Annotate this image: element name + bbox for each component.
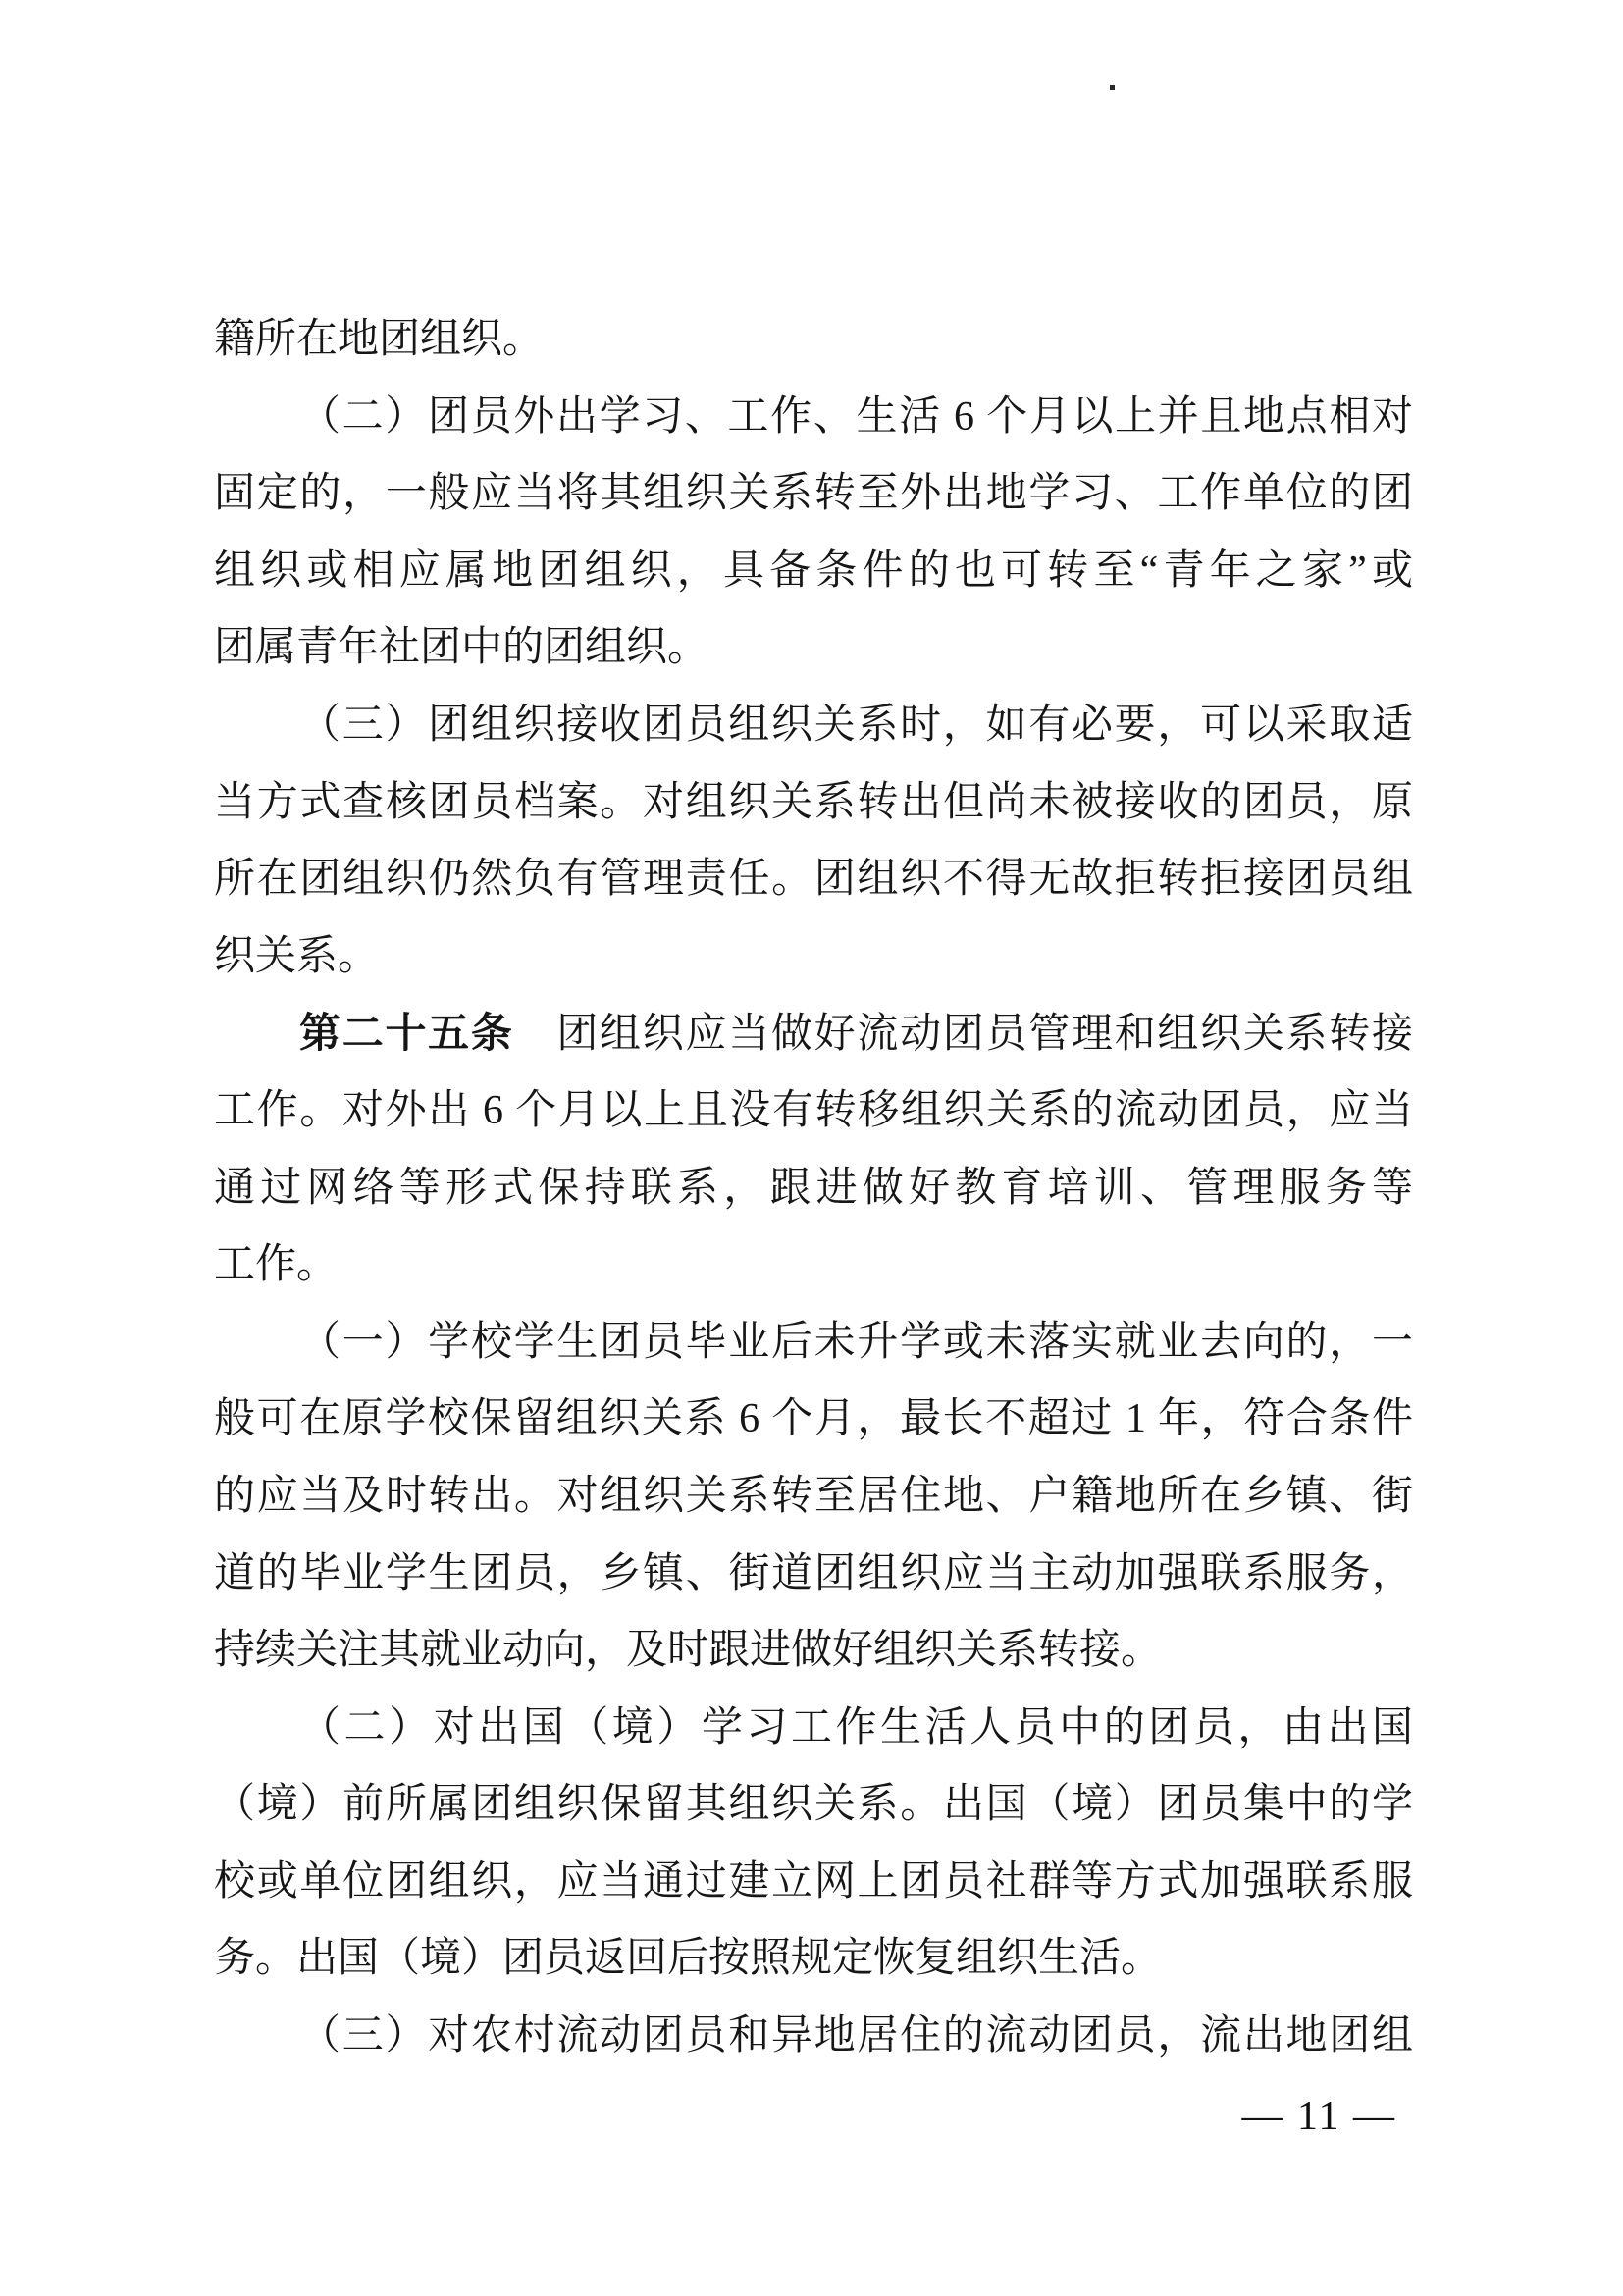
paragraph <box>214 301 1413 379</box>
paragraph <box>214 1304 1413 1690</box>
text-line <box>214 764 1413 842</box>
text-line <box>214 1458 1413 1536</box>
text-run: （境）前所属团组织保留其组织关系。出国（境）团员集中的学 <box>214 1782 1413 1828</box>
text-run: 团组织应当做好流动团员管理和组织关系转接 <box>513 1012 1413 1058</box>
text-line <box>214 1072 1413 1150</box>
text-line <box>214 379 1413 456</box>
text-run: 工作。对外出 6 个月以上且没有转移组织关系的流动团员，应当 <box>214 1087 1413 1133</box>
text-run: 所在团组织仍然负有管理责任。团组织不得无故拒转拒接团员组 <box>214 857 1413 903</box>
paragraph <box>214 379 1413 687</box>
text-block <box>214 301 1413 2075</box>
paragraph <box>214 1998 1413 2075</box>
text-run: 团属青年社团中的团组织。 <box>214 625 709 671</box>
text-run: （二）对出国（境）学习工作生活人员中的团员，由出国 <box>299 1704 1413 1750</box>
text-line <box>214 609 1413 687</box>
text-run: 通过网络等形式保持联系，跟进做好教育培训、管理服务等 <box>214 1165 1413 1211</box>
article-number-bold: 第二十五条 <box>299 1010 514 1057</box>
text-line <box>214 1536 1413 1613</box>
text-run: 当方式查核团员档案。对组织关系转出但尚未被接收的团员，原 <box>214 779 1413 825</box>
paragraph <box>214 1690 1413 1998</box>
text-line <box>214 1612 1413 1690</box>
text-run: 织关系。 <box>214 933 380 979</box>
text-line <box>214 1304 1413 1382</box>
text-run: 持续关注其就业动向，及时跟进做好组织关系转接。 <box>214 1628 1163 1674</box>
text-line <box>214 841 1413 918</box>
text-line <box>214 1226 1413 1304</box>
text-line <box>214 1690 1413 1767</box>
text-run: 般可在原学校保留组织关系 6 个月，最长不超过 1 年，符合条件 <box>214 1396 1413 1442</box>
text-line <box>214 918 1413 996</box>
text-run: （三）团组织接收团员组织关系时，如有必要，可以采取适 <box>299 702 1413 748</box>
text-line <box>214 1766 1413 1844</box>
text-run: 道的毕业学生团员，乡镇、街道团组织应当主动加强联系服务， <box>214 1550 1413 1596</box>
text-line <box>214 455 1413 533</box>
text-line <box>214 1381 1413 1458</box>
text-run: （一）学校学生团员毕业后未升学或未落实就业去向的，一 <box>299 1319 1413 1365</box>
paragraph <box>214 995 1413 1303</box>
text-line <box>214 995 1413 1072</box>
scan-artifact-dot <box>1110 85 1115 90</box>
text-run: 固定的，一般应当将其组织关系转至外出地学习、工作单位的团 <box>214 471 1413 517</box>
text-line <box>214 1150 1413 1227</box>
page-number: — 11 — <box>1241 2094 1396 2139</box>
paragraph <box>214 687 1413 995</box>
text-line <box>214 301 1413 379</box>
text-run: 校或单位团组织，应当通过建立网上团员社群等方式加强联系服 <box>214 1858 1413 1905</box>
text-run: 的应当及时转出。对组织关系转至居住地、户籍地所在乡镇、街 <box>214 1473 1413 1519</box>
text-run: 务。出国（境）团员返回后按照规定恢复组织生活。 <box>214 1936 1163 1982</box>
text-line <box>214 1844 1413 1921</box>
text-run: 组织或相应属地团组织，具备条件的也可转至“青年之家”或 <box>214 548 1413 594</box>
text-line <box>214 1920 1413 1998</box>
text-run: 工作。 <box>214 1242 339 1288</box>
text-run: （二）团员外出学习、工作、生活 6 个月以上并且地点相对 <box>299 393 1413 440</box>
text-line <box>214 533 1413 610</box>
text-line <box>214 1998 1413 2075</box>
text-line <box>214 687 1413 764</box>
text-run: 籍所在地团组织。 <box>214 317 545 362</box>
text-run: （三）对农村流动团员和异地居住的流动团员，流出地团组 <box>299 2013 1413 2060</box>
